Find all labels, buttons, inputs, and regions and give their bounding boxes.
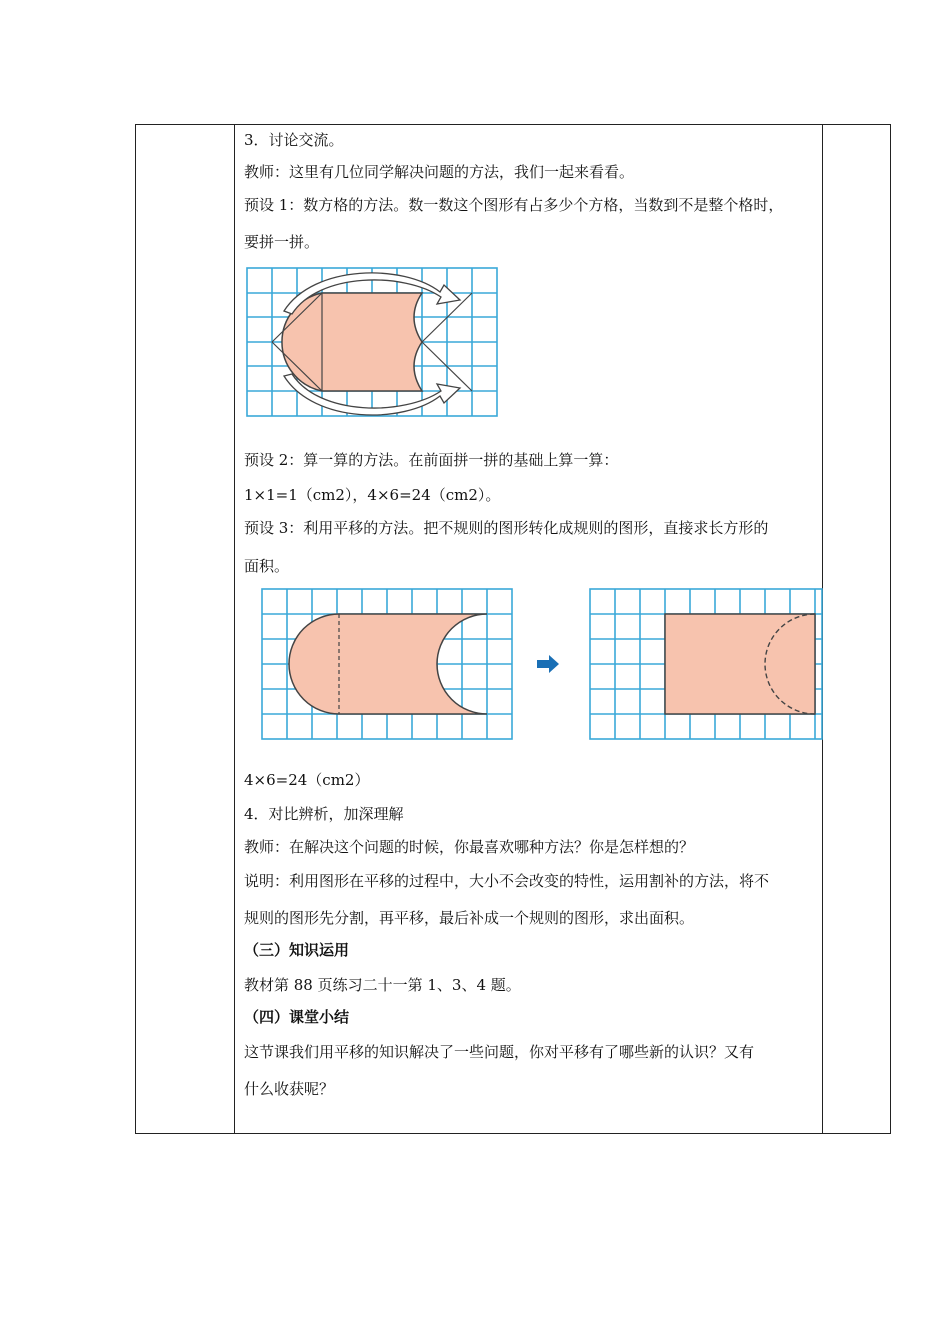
- text-line: 4．对比辨析，加深理解: [244, 805, 404, 823]
- text-line: 4×6=24（cm2）: [244, 771, 370, 789]
- section-heading: （四）课堂小结: [244, 1008, 350, 1026]
- translation-figure: [259, 586, 824, 744]
- text-line: 预设 3：利用平移的方法。把不规则的图形转化成规则的图形，直接求长方形的: [244, 519, 769, 537]
- irregular-shape: [282, 293, 422, 391]
- rectangle-shape-right: [665, 614, 815, 714]
- text-line: 说明：利用图形在平移的过程中，大小不会改变的特性，运用割补的方法，将不: [244, 872, 770, 890]
- text-line: 教材第 88 页练习二十一第 1、3、4 题。: [244, 976, 521, 994]
- text-line: 面积。: [244, 557, 290, 575]
- text-line: 教师：这里有几位同学解决问题的方法，我们一起来看看。: [244, 163, 635, 181]
- table-column-divider: [234, 125, 235, 1133]
- text-line: 要拼一拼。: [244, 233, 320, 251]
- text-line: 这节课我们用平移的知识解决了一些问题，你对平移有了哪些新的认识？又有: [244, 1043, 755, 1061]
- right-arrow-icon: [537, 655, 559, 673]
- text-line: 规则的图形先分割，再平移，最后补成一个规则的图形，求出面积。: [244, 909, 695, 927]
- text-line: 什么收获呢？: [244, 1080, 335, 1098]
- section-heading: （三）知识运用: [244, 941, 350, 959]
- text-line: 教师：在解决这个问题的时候，你最喜欢哪种方法？你是怎样想的？: [244, 838, 695, 856]
- counting-grid-figure: [244, 266, 499, 418]
- text-line: 1×1=1（cm2），4×6=24（cm2）。: [244, 486, 501, 504]
- text-line: 3．讨论交流。: [244, 131, 344, 149]
- text-line: 预设 2：算一算的方法。在前面拼一拼的基础上算一算：: [244, 451, 619, 469]
- text-line: 预设 1：数方格的方法。数一数这个图形有占多少个方格，当数到不是整个格时，: [244, 196, 784, 214]
